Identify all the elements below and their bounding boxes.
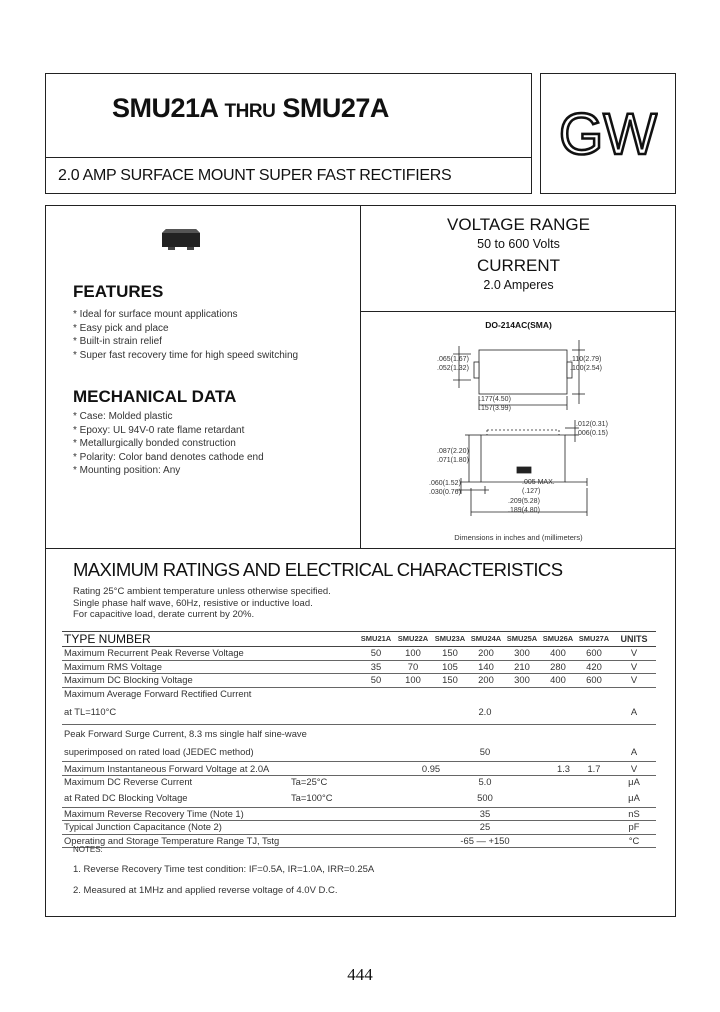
table-row: Peak Forward Surge Current, 8.3 ms single half sine-wave xyxy=(64,728,307,740)
note-1: 1. Reverse Recovery Time test condition: IF=0.5A, IR=1.0A, IRR=0.25A xyxy=(73,864,375,875)
title-divider xyxy=(45,157,532,158)
feature-item: * Built-in strain relief xyxy=(73,336,162,347)
table-row: Maximum DC Reverse Current Ta=25°C 5.0 μA xyxy=(64,776,640,788)
table-row: Maximum Instantaneous Forward Voltage at 2.0A 0.95 1.3 1.7 V xyxy=(62,762,656,776)
feature-item: * Easy pick and place xyxy=(73,322,169,334)
dim-label-side-height: .087(2.20) .071(1.80) xyxy=(437,448,469,464)
note-2: 2. Measured at 1MHz and applied reverse voltage of 4.0V D.C. xyxy=(73,885,338,896)
current-value: 2.0 Amperes xyxy=(483,278,554,292)
voltage-range-value: 50 to 600 Volts xyxy=(477,237,560,251)
section-divider xyxy=(45,548,676,549)
gw-logo xyxy=(558,107,658,159)
mechanical-list xyxy=(73,410,264,478)
mechanical-item: * Metallurgically bonded construction xyxy=(73,438,236,449)
table-row: Maximum RMS Voltage 35 70 105 140 210 280 420 V xyxy=(62,660,656,674)
logo-text: GW xyxy=(559,107,658,159)
mechanical-item: * Case: Molded plastic xyxy=(73,411,173,422)
table-row: Maximum Reverse Recovery Time (Note 1) 35 nS xyxy=(62,807,656,821)
dim-label-right-top: .110(2.79) .100(2.54) xyxy=(570,356,602,372)
table-row: Maximum DC Blocking Voltage 50 100 150 200 300 400 600 V xyxy=(62,674,656,688)
mechanical-heading: MECHANICAL DATA xyxy=(73,387,237,406)
table-row: at TL=110°C 2.0 A xyxy=(62,700,656,725)
table-row: Typical Junction Capacitance (Note 2) 25 pF xyxy=(62,821,656,835)
subtitle: 2.0 AMP SURFACE MOUNT SUPER FAST RECTIFIERS xyxy=(58,167,452,184)
feature-item: * Ideal for surface mount applications xyxy=(73,309,238,320)
ratings-notes: Rating 25°C ambient temperature unless otherwise specified. Single phase half wave, 60Hz, resistive or inductive load. For capacitive load, derate current by 20%. xyxy=(73,586,331,620)
ratings-heading: MAXIMUM RATINGS AND ELECTRICAL CHARACTERISTICS xyxy=(73,559,563,580)
package-name: DO-214AC(SMA) xyxy=(485,320,552,330)
dim-label-left-top: .065(1.67) .052(1.32) xyxy=(437,356,469,372)
range-divider xyxy=(360,311,676,312)
dim-label-thickness: .012(0.31) .006(0.15) xyxy=(576,421,608,437)
table-row: Maximum Recurrent Peak Reverse Voltage 50 100 150 200 300 400 600 V xyxy=(62,647,656,661)
dim-label-lead: .060(1.52) .030(0.76) xyxy=(429,480,461,496)
dim-label-length: .209(5.28) .189(4.80) xyxy=(508,498,540,514)
feature-item: * Super fast recovery time for high speed switching xyxy=(73,349,299,361)
mechanical-item: * Polarity: Color band denotes cathode end xyxy=(73,451,264,463)
dim-label-max: .005 MAX. (.127) xyxy=(522,479,555,495)
mechanical-item: * Mounting position: Any xyxy=(73,465,181,476)
dimensions-caption: Dimensions in inches and (millimeters) xyxy=(454,533,583,542)
features-list xyxy=(73,308,298,362)
dim-label-width: .177(4.50) .157(3.99) xyxy=(479,396,511,412)
current-heading: CURRENT xyxy=(476,256,561,275)
notes-heading: NOTES: xyxy=(73,845,103,854)
table-row: at Rated DC Blocking Voltage Ta=100°C 500 μA xyxy=(62,789,656,808)
spec-table xyxy=(62,631,656,848)
page-number: 444 xyxy=(347,965,373,984)
page-title: SMU21A THRU SMU27A xyxy=(112,93,389,123)
table-row: Operating and Storage Temperature Range TJ, Tstg -65 — +150 °C xyxy=(62,834,656,848)
component-icon xyxy=(160,225,202,251)
table-header-row: TYPE NUMBER SMU21A SMU22A SMU23A SMU24A SMU25A SMU26A SMU27A UNITS xyxy=(62,632,656,647)
table-row: Maximum Average Forward Rectified Current xyxy=(64,688,252,700)
voltage-range-heading: VOLTAGE RANGE xyxy=(447,215,590,234)
mechanical-item: * Epoxy: UL 94V-0 rate flame retardant xyxy=(73,424,245,436)
features-heading: FEATURES xyxy=(73,282,164,301)
table-row: superimposed on rated load (JEDEC method) 50 A xyxy=(62,743,656,762)
